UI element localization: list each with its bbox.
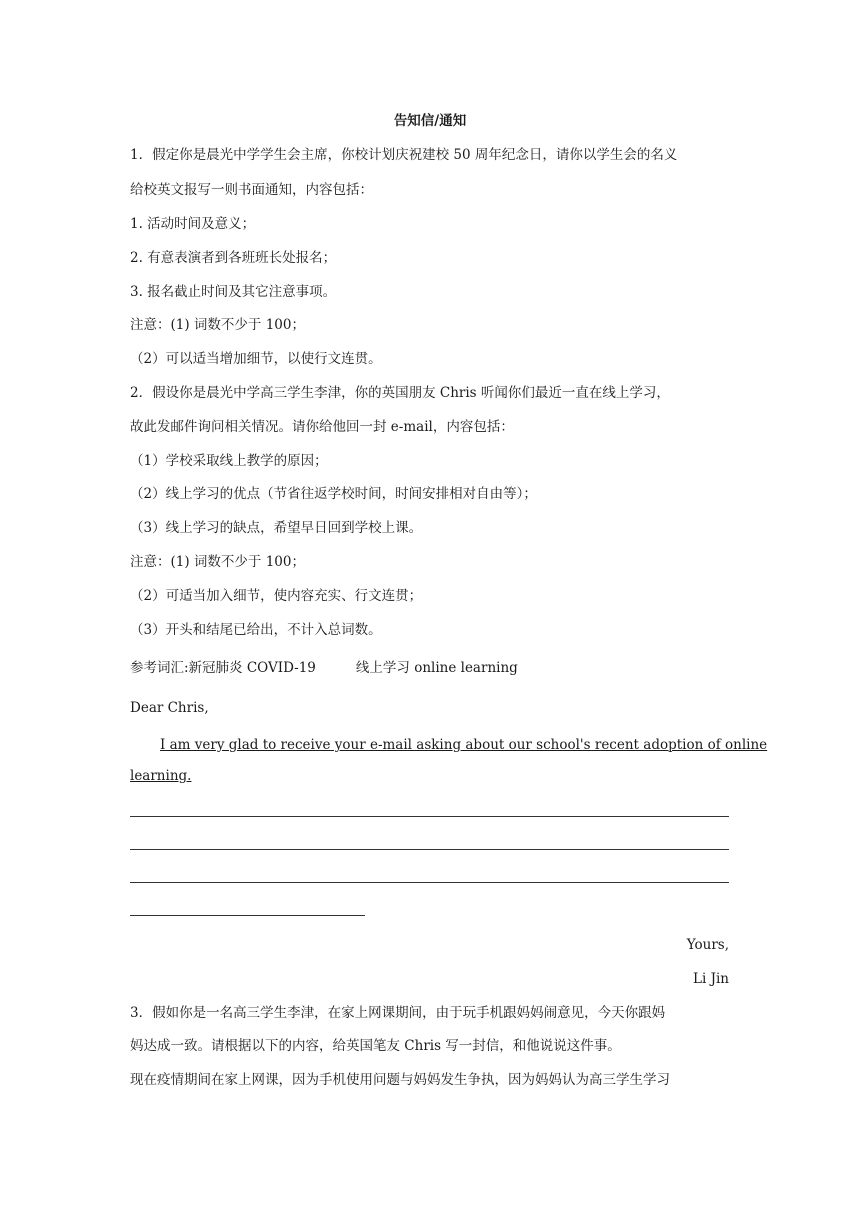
- writing-line: [130, 816, 729, 817]
- letter-signature: Li Jin: [693, 971, 729, 987]
- task2-intro-line2: 故此发邮件询问相关情况。请你给他回一封 e-mail，内容包括：: [130, 419, 514, 435]
- page-title: 告知信/通知: [393, 113, 467, 129]
- task2-vocab: [130, 658, 518, 678]
- task1-item-2: 2. 有意表演者到各班班长处报名；: [130, 250, 337, 266]
- task2-item-3: （3）线上学习的缺点，希望早日回到学校上课。: [130, 520, 423, 536]
- task3-intro-line2: 妈达成一致。请根据以下的内容，给英国笔友 Chris 写一封信，和他说说这件事。: [130, 1038, 621, 1054]
- writing-line: [130, 915, 365, 916]
- task3-intro-line3: 现在疫情期间在家上网课，因为手机使用问题与妈妈发生争执，因为妈妈认为高三学生学习: [130, 1072, 670, 1088]
- task1-note-2: （2）可以适当增加细节，以使行文连贯。: [130, 351, 382, 367]
- task2-note-2: （2）可适当加入细节，使内容充实、行文连贯；: [130, 588, 423, 604]
- letter-opening-line1: I am very glad to receive your e-mail asking about our school's recent adoption of online: [160, 737, 768, 753]
- vocab-online-learning: 线上学习 online learning: [355, 660, 518, 676]
- task1-item-3: 3. 报名截止时间及其它注意事项。: [130, 284, 337, 300]
- task2-item-1: （1）学校采取线上教学的原因；: [130, 453, 328, 469]
- letter-greeting: Dear Chris,: [130, 700, 209, 716]
- task2-item-2: （2）线上学习的优点（节省往返学校时间，时间安排相对自由等）；: [130, 486, 537, 502]
- task1-item-1: 1. 活动时间及意义；: [130, 216, 256, 232]
- task1-intro-line2: 给校英文报写一则书面通知，内容包括：: [130, 182, 373, 198]
- task1-intro-line1: 1．假定你是晨光中学学生会主席，你校计划庆祝建校 50 周年纪念日，请你以学生会的名义: [130, 147, 678, 163]
- writing-line: [130, 849, 729, 850]
- task1-note-1: 注意：(1) 词数不少于 100；: [130, 317, 305, 333]
- task2-intro-line1: 2．假设你是晨光中学高三学生李津，你的英国朋友 Chris 听闻你们最近一直在线上学习，: [130, 385, 670, 401]
- letter-closing: Yours,: [686, 937, 729, 953]
- task2-note-3: （3）开头和结尾已给出，不计入总词数。: [130, 622, 382, 638]
- vocab-covid: 参考词汇:新冠肺炎 COVID-19: [130, 660, 316, 676]
- letter-opening-line2: learning.: [130, 768, 192, 784]
- writing-line: [130, 882, 729, 883]
- task3-intro-line1: 3．假如你是一名高三学生李津，在家上网课期间，由于玩手机跟妈妈闹意见，今天你跟妈: [130, 1005, 666, 1021]
- task2-note-1: 注意：(1) 词数不少于 100；: [130, 554, 305, 570]
